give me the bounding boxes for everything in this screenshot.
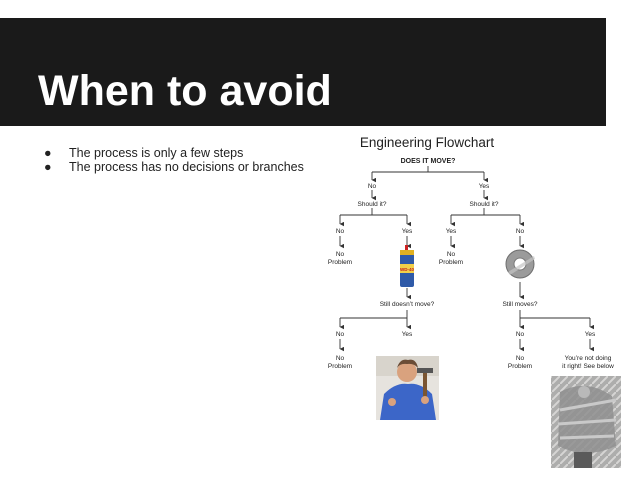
no-problem-label: No <box>446 251 456 258</box>
still-moves-label: Still moves? <box>502 301 538 308</box>
duct-taped-person-photo <box>551 376 621 468</box>
branch-yes-label: Yes <box>445 228 457 235</box>
no-problem-label: No <box>335 355 345 362</box>
no-problem-label: Problem <box>327 259 353 266</box>
no-problem-label: Problem <box>438 259 464 266</box>
still-doesnt-move-label: Still doesn’t move? <box>379 301 435 308</box>
should-it-label: Should it? <box>469 201 499 208</box>
no-problem-label: No <box>335 251 345 258</box>
hammer-man-photo <box>376 356 439 420</box>
wd40-can-icon <box>400 245 414 287</box>
bullet-icon: ● <box>44 160 52 174</box>
bullet-item <box>44 146 304 160</box>
branch-no-label: No <box>515 331 525 338</box>
duct-tape-icon <box>506 250 535 278</box>
branch-yes-label: Yes <box>584 331 596 338</box>
not-doing-it-right-label: it right! See below <box>562 363 614 370</box>
bullet-item <box>44 160 304 174</box>
bullet-text: The process has no decisions or branches <box>69 160 304 174</box>
branch-no-label: No <box>515 228 525 235</box>
should-it-label: Should it? <box>357 201 387 208</box>
branch-yes-label: Yes <box>401 331 413 338</box>
flowchart-title: Engineering Flowchart <box>359 135 495 150</box>
bullet-list <box>44 146 304 174</box>
no-problem-label: Problem <box>327 363 353 370</box>
branch-yes-label: Yes <box>478 183 490 190</box>
branch-no-label: No <box>335 331 345 338</box>
no-problem-label: Problem <box>507 363 533 370</box>
question-label: DOES IT MOVE? <box>400 158 456 165</box>
connector-lines <box>340 166 590 349</box>
not-doing-it-right-label: You’re not doing <box>564 355 612 362</box>
bullet-text: The process is only a few steps <box>69 146 244 160</box>
branch-yes-label: Yes <box>401 228 413 235</box>
branch-no-label: No <box>335 228 345 235</box>
bullet-icon: ● <box>44 146 52 160</box>
engineering-flowchart <box>300 128 638 478</box>
branch-no-label: No <box>367 183 377 190</box>
slide-title: When to avoid <box>38 67 332 115</box>
wd40-label: WD-40 <box>399 267 415 272</box>
no-problem-label: No <box>515 355 525 362</box>
